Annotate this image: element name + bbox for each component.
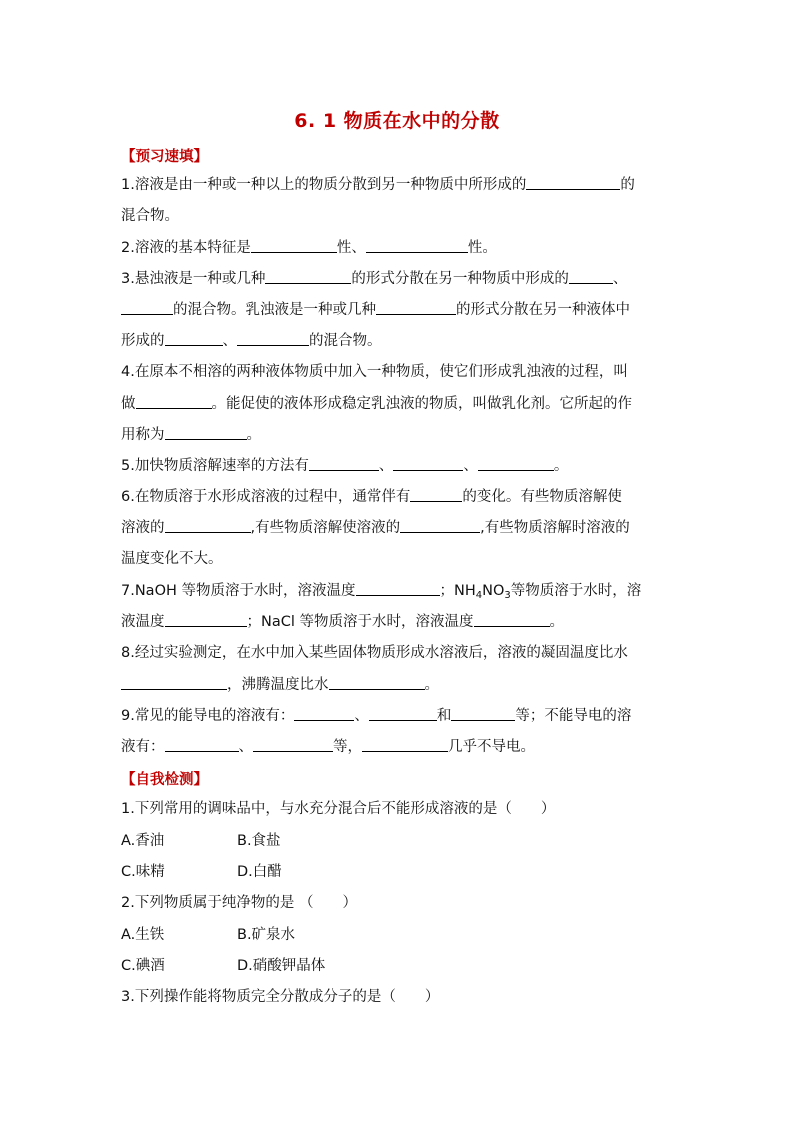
answer-blank[interactable] [356, 581, 440, 596]
selftest-q2-options-row1 [121, 925, 295, 945]
preview-q3-line3: 形成的 、 的混合物。 [121, 333, 382, 349]
preview-q3-line2: 的混合物。乳浊液是一种或几种 的形式分散在另一种液体中 [121, 300, 630, 320]
preview-q9-line1: 9.常见的能导电的溶液有： 、 和 等；不能导电的溶 [121, 708, 632, 724]
answer-blank[interactable] [400, 518, 480, 533]
section-heading-preview: 【预习速填】 [121, 149, 208, 165]
answer-blank[interactable] [569, 269, 613, 284]
answer-blank[interactable] [121, 675, 227, 690]
preview-q2: 2.溶液的基本特征是 性、 性。 [121, 240, 497, 256]
answer-blank[interactable] [376, 300, 456, 315]
preview-q6-line1: 6.在物质溶于水形成溶液的过程中，通常伴有 的变化。有些物质溶解使 [121, 489, 622, 505]
preview-q4-line1: 4.在原本不相溶的两种液体物质中加入一种物质，使它们形成乳浊液的过程，叫 [121, 364, 628, 380]
answer-blank[interactable] [393, 456, 463, 471]
preview-q4-line2: 做 。能促使的液体形成稳定乳浊液的物质，叫做乳化剂。它所起的作 [121, 396, 632, 412]
option-c[interactable]: C.味精 [121, 864, 165, 880]
preview-q9-line2: 液有： 、 等， 几乎不导电。 [121, 739, 535, 755]
option-b[interactable]: B.矿泉水 [237, 927, 296, 943]
option-a[interactable]: A.香油 [121, 833, 165, 849]
selftest-q3-stem: 3.下列操作能将物质完全分散成分子的是（ ） [121, 989, 440, 1005]
selftest-q1-stem: 1.下列常用的调味品中，与水充分混合后不能形成溶液的是（ ） [121, 801, 556, 817]
option-a[interactable]: A.生铁 [121, 927, 165, 943]
preview-q8-line1: 8.经过实验测定，在水中加入某些固体物质形成水溶液后，溶液的凝固温度比水 [121, 645, 628, 661]
answer-blank[interactable] [165, 331, 223, 346]
selftest-q2-stem: 2.下列物质属于纯净物的是 （ ） [121, 895, 357, 911]
selftest-q1-options-row1 [121, 831, 281, 851]
answer-blank[interactable] [451, 706, 515, 721]
answer-blank[interactable] [165, 612, 247, 627]
preview-q3-line1: 3.悬浊液是一种或几种 的形式分散在另一种物质中形成的 、 [121, 271, 628, 287]
preview-q4-line3: 用称为 。 [121, 427, 261, 443]
preview-q1-line2: 混合物。 [121, 208, 179, 224]
preview-q7-line1: 7.NaOH 等物质溶于水时，溶液温度 ；$NH_4NO_3$等物质溶于水时，溶 [121, 583, 642, 601]
answer-blank[interactable] [265, 269, 351, 284]
answer-blank[interactable] [309, 456, 379, 471]
page-title: 6. 1 物质在水中的分散 [294, 110, 500, 132]
option-d[interactable]: D.白醋 [237, 864, 282, 880]
answer-blank[interactable] [165, 425, 247, 440]
answer-blank[interactable] [366, 238, 468, 253]
answer-blank[interactable] [362, 737, 448, 752]
formula-nh4no3: $NH_4NO_3$ [454, 583, 511, 601]
answer-blank[interactable] [478, 456, 554, 471]
preview-q6-line3: 温度变化不大。 [121, 551, 223, 567]
answer-blank[interactable] [136, 394, 212, 409]
selftest-q2-options-row2 [121, 956, 325, 976]
answer-blank[interactable] [526, 175, 620, 190]
preview-q6-line2: 溶液的 ,有些物质溶解使溶液的 ,有些物质溶解时溶液的 [121, 520, 630, 536]
answer-blank[interactable] [165, 518, 251, 533]
answer-blank[interactable] [165, 737, 239, 752]
answer-blank[interactable] [237, 331, 309, 346]
preview-q1-line1: 1.溶液是由一种或一种以上的物质分散到另一种物质中所形成的 的 [121, 177, 635, 193]
preview-q8-line2: ，沸腾温度比水 。 [121, 675, 439, 695]
option-d[interactable]: D.硝酸钾晶体 [237, 958, 326, 974]
answer-blank[interactable] [410, 487, 462, 502]
answer-blank[interactable] [294, 706, 354, 721]
section-heading-selftest: 【自我检测】 [121, 772, 208, 788]
preview-q7-line2: 液温度 ；NaCl 等物质溶于水时，溶液温度 。 [121, 614, 564, 630]
answer-blank[interactable] [474, 612, 550, 627]
selftest-q1-options-row2 [121, 862, 282, 882]
answer-blank[interactable] [253, 737, 333, 752]
option-c[interactable]: C.碘酒 [121, 958, 165, 974]
preview-q5: 5.加快物质溶解速率的方法有 、 、 。 [121, 458, 569, 474]
option-b[interactable]: B.食盐 [237, 833, 281, 849]
answer-blank[interactable] [369, 706, 437, 721]
answer-blank[interactable] [251, 238, 337, 253]
answer-blank[interactable] [329, 675, 425, 690]
answer-blank[interactable] [121, 300, 173, 315]
